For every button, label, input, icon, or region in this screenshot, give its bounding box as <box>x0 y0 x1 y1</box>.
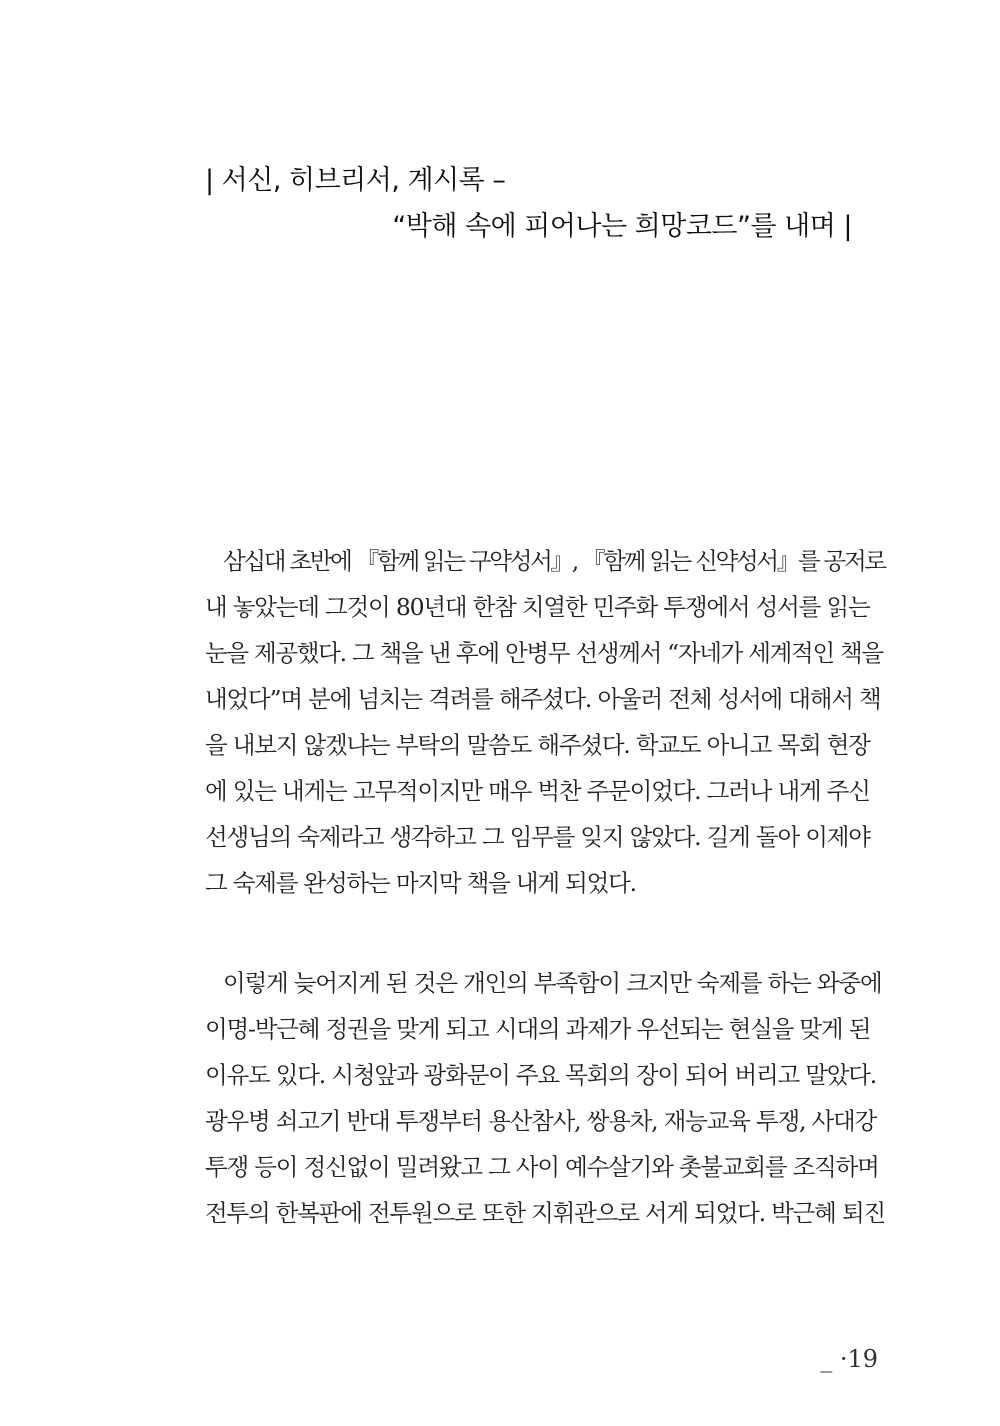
heading-line-1: | 서신, 히브리서, 계시록 – <box>205 165 506 196</box>
paragraph-line: 눈을 제공했다. 그 책을 낸 후에 안병무 선생께서 “자네가 세계적인 책을 <box>205 639 883 667</box>
paragraph-line: 그 숙제를 완성하는 마지막 책을 내게 되었다. <box>205 869 636 897</box>
paragraph-line: 투쟁 등이 정신없이 밀려왔고 그 사이 예수살기와 촛불교회를 조직하며 <box>205 1153 879 1181</box>
paragraph-line: 전투의 한복판에 전투원으로 또한 지휘관으로 서게 되었다. 박근혜 퇴진 <box>205 1199 885 1227</box>
paragraph-line: 삼십대 초반에 『함께 읽는 구약성서』, 『함께 읽는 신약성서』를 공저로 <box>223 547 885 575</box>
paragraph-line: 을 내보지 않겠냐는 부탁의 말씀도 해주셨다. 학교도 아니고 목회 현장 <box>205 731 870 759</box>
paragraph-line: 광우병 쇠고기 반대 투쟁부터 용산참사, 쌍용차, 재능교육 투쟁, 사대강 <box>205 1107 876 1135</box>
paragraph-line: 내 놓았는데 그것이 80년대 한참 치열한 민주화 투쟁에서 성서를 읽는 <box>205 593 870 621</box>
paragraph-line: 이렇게 늦어지게 된 것은 개인의 부족함이 크지만 숙제를 하는 와중에 <box>223 969 882 997</box>
paragraph-1 <box>205 538 885 906</box>
paragraph-line: 선생님의 숙제라고 생각하고 그 임무를 잊지 않았다. 길게 돌아 이제야 <box>205 823 870 851</box>
page-number: _ ·19 <box>820 1345 878 1373</box>
paragraph-line: 이명-박근혜 정권을 맞게 되고 시대의 과제가 우선되는 현실을 맞게 된 <box>205 1015 871 1043</box>
paragraph-2 <box>205 960 885 1236</box>
heading-line-2: “박해 속에 피어나는 희망코드”를 내며 | <box>392 211 852 242</box>
paragraph-line: 내었다”며 분에 넘치는 격려를 해주셨다. 아울러 전체 성서에 대해서 책 <box>205 685 881 713</box>
paragraph-line: 에 있는 내게는 고무적이지만 매우 벅찬 주문이었다. 그러나 내게 주신 <box>205 777 870 805</box>
paragraph-line: 이유도 있다. 시청앞과 광화문이 주요 목회의 장이 되어 버리고 말았다. <box>205 1061 876 1089</box>
